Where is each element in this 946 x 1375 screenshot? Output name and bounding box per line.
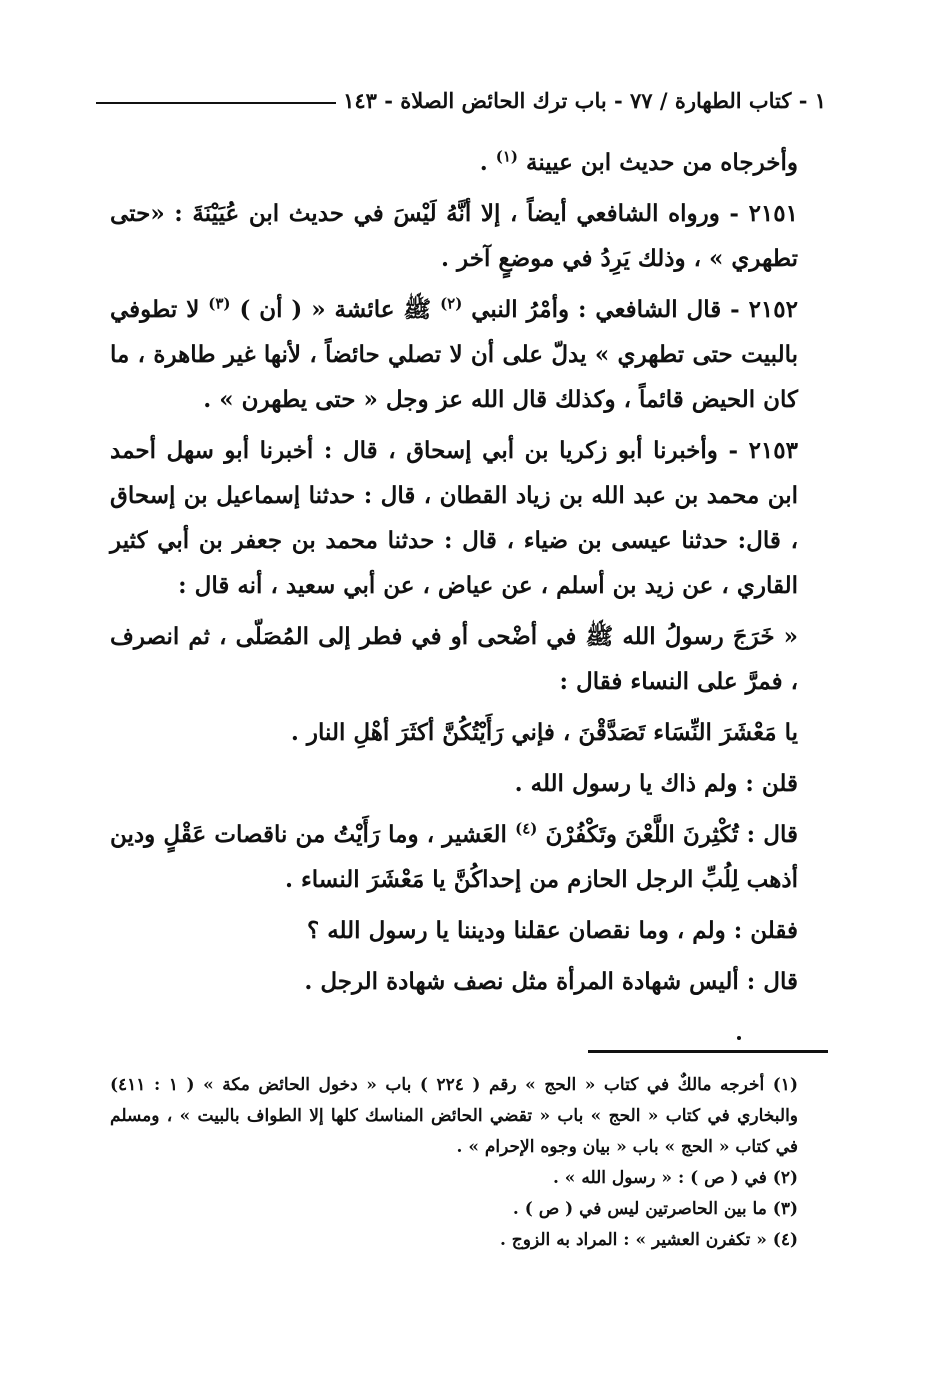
hadith-line: قال : أليس شهادة المرأة مثل نصف شهادة الرجل . — [304, 968, 798, 995]
hadith-text: « خَرَجَ رسولُ الله ﷺ في أضْحى أو في فطر إلى المُصَلّى ، ثم انصرف ، فمرَّ على النساء فقال : — [110, 623, 798, 695]
paragraph-2152: ٢١٥٢ - قال الشافعي : وأمْرُ النبي $^{(٢)}$ ﷺ عائشة « ( أن ) $^{(٣)}$ لا تطوفي بالبيت حتى تطهري » يدلّ على أن لا تصلي حائضاً ، لأنها غير طاهرة ، ما كان الحيض قائماً ، وكذلك قال الله عز وجل « حتى يطهرن » . — [110, 294, 798, 413]
footnote-rule — [588, 1050, 828, 1053]
header-rule — [96, 102, 336, 104]
hadith-line: قال : تُكْثِرنَ اللَّعْنَ وتَكْفُرْنَ $^{(٤)}$ العَشير ، وما رَأَيْتُ من ناقصات عَقْلٍ ودين أذهب لِلُبِّ الرجل الحازم من إحداكُنَّ يا مَعْشَرَ النساء . — [110, 819, 798, 893]
main-text — [110, 140, 828, 1010]
stray-dot — [737, 1036, 741, 1040]
footnote-4: (٤) « تكفرن العشير » : المراد به الزوج . — [499, 1230, 798, 1250]
paragraph: وأخرجاه من حديث ابن عيينة $^{(١)}$ . — [479, 147, 798, 176]
footnote-ref: (٢) — [440, 294, 463, 313]
footnote-3: (٣) ما بين الحاصرتين ليس في ( ص ) . — [512, 1199, 798, 1219]
paragraph-2151: ٢١٥١ - ورواه الشافعي أيضاً ، إلا أنَّهُ لَيْسَ في حديث ابن عُيَيْنَةَ : «حتى تطهري » ، وذلك يَرِدُ في موضعٍ آخر . — [110, 200, 798, 272]
paragraph-2153: ٢١٥٣ - وأخبرنا أبو زكريا بن أبي إسحاق ، قال : أخبرنا أبو سهل أحمد ابن محمد بن عبد الله بن زياد القطان ، قال : حدثنا إسماعيل بن إسحاق ، قال: حدثنا عيسى بن ضياء ، قال : حدثنا محمد بن جعفر بن أبي كثير القاري ، عن زيد بن أسلم ، عن عياض ، عن أبي سعيد ، أنه قال : — [110, 437, 798, 599]
footnote-2: (٢) في ( ص ) : « رسول الله » . — [552, 1168, 798, 1188]
footnote-1: (١) أخرجه مالكٌ في كتاب « الحج » رقم ( ٢٢٤ ) باب « دخول الحائض مكة » ( ١ : ٤١١) والبخاري في كتاب « الحج » باب « تقضي الحائض المناسك كلها إلا الطواف بالبيت » ، ومسلم في كتاب « الحج » باب « بيان وجوه الإحرام » . — [110, 1075, 798, 1157]
hadith-line: يا مَعْشَرَ النِّسَاء تَصَدَّقْنَ ، فإني رَأَيْتُكُنَّ أكثَرَ أهْلِ النار . — [290, 719, 798, 746]
hadith-line: قلن : ولم ذاك يا رسول الله . — [514, 770, 798, 797]
footnote-ref: (٤) — [515, 819, 538, 838]
running-title: ١ - كتاب الطهارة / ٧٧ - باب ترك الحائض الصلاة - ١٤٣ — [343, 88, 826, 113]
page-header — [96, 86, 826, 120]
footnotes — [110, 1070, 828, 1256]
footnote-ref: (١) — [495, 147, 518, 166]
footnote-ref: (٣) — [208, 294, 231, 313]
hadith-line: فقلن : ولم ، وما نقصان عقلنا وديننا يا رسول الله ؟ — [307, 917, 798, 944]
